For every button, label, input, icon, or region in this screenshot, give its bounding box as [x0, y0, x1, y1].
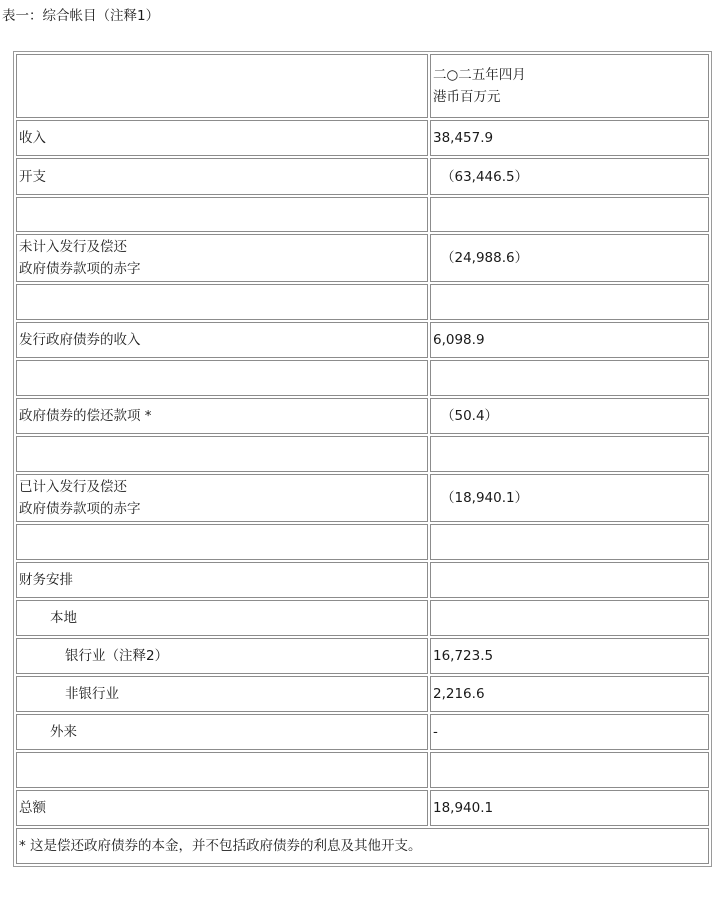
row-label-cell — [16, 638, 428, 674]
row-label-cell — [16, 158, 428, 195]
row-value-cell: （63,446.5） — [430, 158, 709, 195]
row-label-cell — [16, 436, 428, 472]
row-value-cell: 18,940.1 — [430, 790, 709, 826]
row-label-line: 银行业（注释2） — [65, 648, 169, 664]
row-label-line: 政府债券的偿还款项 * — [19, 408, 152, 424]
table-row — [16, 436, 709, 472]
row-value-cell: （50.4） — [430, 398, 709, 434]
row-label-line: 财务安排 — [19, 572, 73, 588]
row-label-cell — [16, 234, 428, 282]
row-value-cell: 38,457.9 — [430, 120, 709, 156]
row-value-cell — [430, 360, 709, 396]
row-label-line: 收入 — [19, 130, 46, 146]
table-row — [16, 158, 709, 195]
row-label-cell — [16, 474, 428, 522]
table-row — [16, 234, 709, 282]
row-value-cell — [430, 562, 709, 598]
table-row — [16, 360, 709, 396]
row-label-line: 本地 — [50, 610, 77, 626]
row-value-cell — [430, 600, 709, 636]
row-value-cell: 2,216.6 — [430, 676, 709, 712]
row-label-line: 已计入发行及偿还 — [19, 479, 127, 495]
table-row — [16, 752, 709, 788]
row-value-cell — [430, 197, 709, 232]
row-label-line: 未计入发行及偿还 — [19, 239, 127, 255]
row-label-cell — [16, 322, 428, 358]
row-value-cell: - — [430, 714, 709, 750]
table-row — [16, 322, 709, 358]
row-value-cell: （18,940.1） — [430, 474, 709, 522]
header-value-cell — [430, 54, 709, 118]
row-label-cell — [16, 360, 428, 396]
header-unit: 港币百万元 — [433, 89, 501, 105]
row-value-cell: 6,098.9 — [430, 322, 709, 358]
row-label-cell — [16, 524, 428, 560]
row-label-cell — [16, 752, 428, 788]
row-label-line: 发行政府债券的收入 — [19, 332, 141, 348]
footnote: * 这是偿还政府债券的本金，并不包括政府债券的利息及其他开支。 — [16, 828, 709, 864]
row-label-line: 政府债券款项的赤字 — [19, 501, 141, 517]
row-label-cell — [16, 284, 428, 320]
table-row — [16, 120, 709, 156]
row-value-cell — [430, 752, 709, 788]
table-row — [16, 638, 709, 674]
row-label-cell — [16, 676, 428, 712]
table-row — [16, 398, 709, 434]
row-value-cell: （24,988.6） — [430, 234, 709, 282]
row-value-cell — [430, 284, 709, 320]
table-row — [16, 197, 709, 232]
table-row — [16, 474, 709, 522]
row-label-line: 外来 — [50, 724, 77, 740]
table-row — [16, 676, 709, 712]
table-caption: 表一：综合帐目（注释1） — [2, 8, 160, 24]
table-row — [16, 524, 709, 560]
row-value-cell: 16,723.5 — [430, 638, 709, 674]
row-label-cell — [16, 714, 428, 750]
row-label-cell — [16, 562, 428, 598]
row-label-cell — [16, 197, 428, 232]
row-label-line: 总额 — [19, 800, 46, 816]
row-label-cell — [16, 600, 428, 636]
row-label-line: 政府债券款项的赤字 — [19, 261, 141, 277]
table-row — [16, 790, 709, 826]
row-value-cell — [430, 436, 709, 472]
table-row — [16, 600, 709, 636]
table-row — [16, 562, 709, 598]
table-row — [16, 284, 709, 320]
row-label-line: 非银行业 — [65, 686, 119, 702]
row-label-line: 开支 — [19, 168, 46, 185]
header-period: 二○二五年四月 — [433, 67, 526, 83]
row-value-cell — [430, 524, 709, 560]
header-label-cell — [16, 54, 428, 118]
footnote-row — [16, 828, 709, 864]
row-label-cell — [16, 398, 428, 434]
row-label-cell — [16, 120, 428, 156]
consolidated-account-table — [13, 51, 712, 867]
table-row — [16, 714, 709, 750]
header-row — [16, 54, 709, 118]
row-label-cell — [16, 790, 428, 826]
